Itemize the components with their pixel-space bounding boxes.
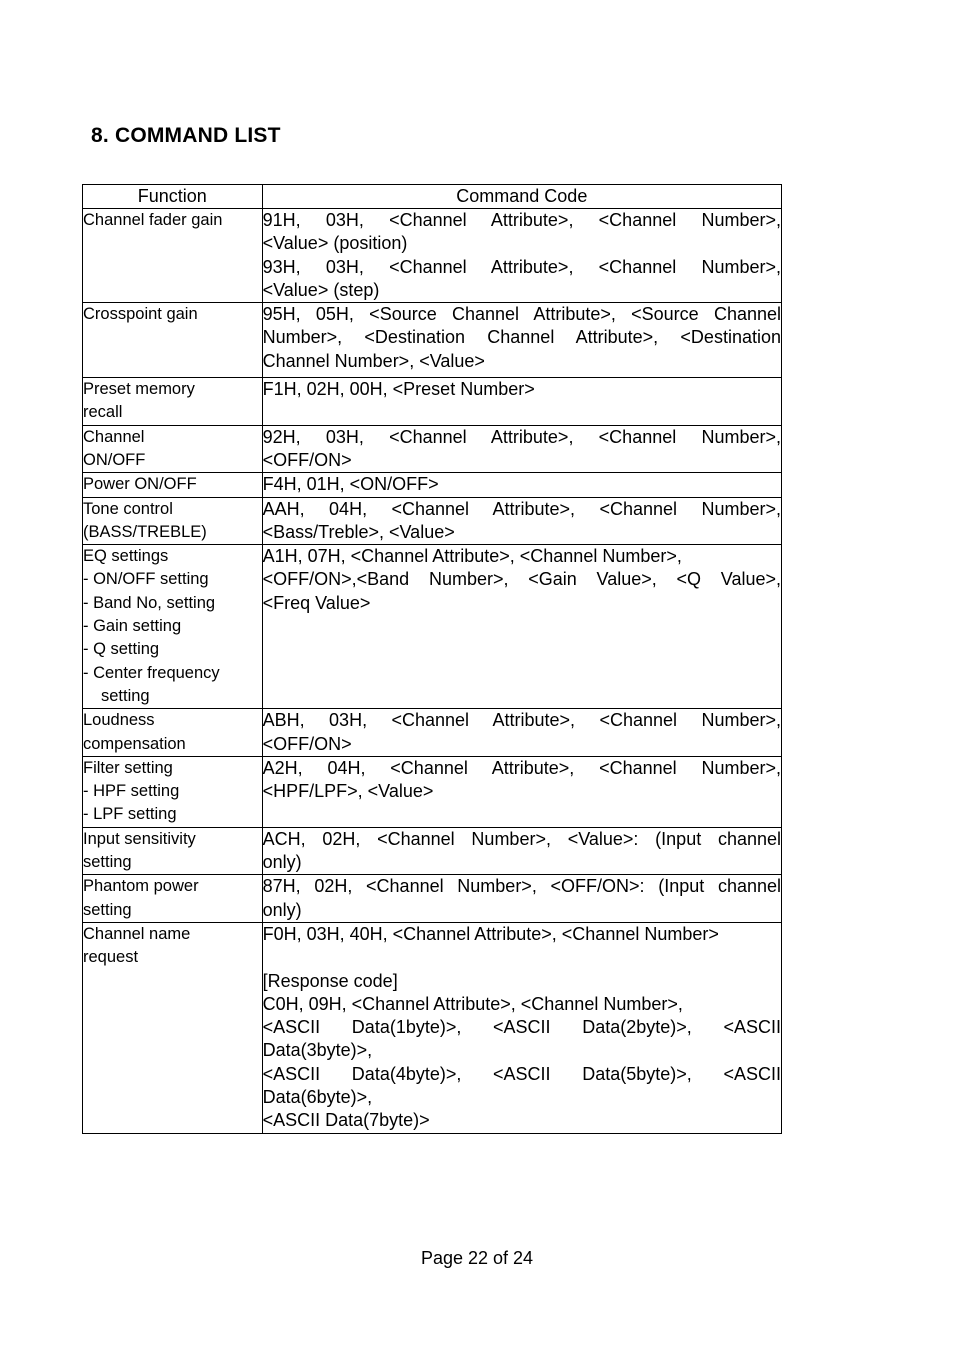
table-row (83, 425, 782, 473)
function-cell (83, 425, 263, 473)
function-text: compensation (83, 734, 186, 753)
table-row (83, 209, 782, 303)
command-code-line: only) (262, 899, 302, 920)
function-cell (83, 303, 263, 378)
function-text: EQ settings (83, 547, 169, 566)
command-code-cell (262, 473, 781, 497)
command-code-line: AAH, 04H, <Channel Attribute>, <Channel Number>, (262, 498, 781, 519)
header-function: Function (83, 185, 263, 209)
command-code-line: <HPF/LPF>, <Value> (262, 781, 434, 802)
command-code-line: Number>, <Destination Channel Attribute>, <Destination (262, 327, 781, 348)
function-text: - ON/OFF setting (83, 570, 209, 589)
table-row (83, 545, 782, 709)
table-row (83, 378, 782, 426)
command-code-cell (262, 756, 781, 827)
command-table (82, 184, 782, 1134)
command-code-line: <Value> (step) (262, 279, 380, 300)
command-code-line: ABH, 03H, <Channel Attribute>, <Channel Number>, (262, 710, 781, 731)
function-text: - Band No, setting (83, 593, 216, 612)
table-header-row (83, 185, 782, 209)
function-text: Channel fader gain (83, 211, 223, 229)
function-text: Tone control (83, 499, 173, 518)
command-code-line: <Value> (position) (262, 233, 408, 254)
function-cell (83, 922, 263, 1133)
function-cell (83, 827, 263, 875)
command-code-cell (262, 378, 781, 426)
command-code-line: ACH, 02H, <Channel Number>, <Value>: (Input channel (262, 828, 781, 849)
command-code-line: 91H, 03H, <Channel Attribute>, <Channel Number>, (262, 210, 781, 230)
command-code-line: 87H, 02H, <Channel Number>, <OFF/ON>: (Input channel (262, 876, 781, 897)
command-code-cell (262, 209, 781, 303)
function-text: ON/OFF (83, 450, 146, 469)
function-text: Loudness (83, 711, 155, 730)
command-code-cell (262, 922, 781, 1133)
command-code-line: <ASCII Data(1byte)>, <ASCII Data(2byte)>, <ASCII (262, 1017, 781, 1038)
function-cell (83, 756, 263, 827)
command-code-cell (262, 545, 781, 709)
command-code-cell (262, 497, 781, 545)
command-code-line: Data(6byte)>, (262, 1086, 373, 1107)
command-code-line: only) (262, 852, 302, 873)
command-code-line: <ASCII Data(4byte)>, <ASCII Data(5byte)>, <ASCII (262, 1063, 781, 1084)
table-row (83, 709, 782, 757)
function-text: - HPF setting (83, 782, 180, 801)
function-cell (83, 209, 263, 303)
command-code-line: F4H, 01H, <ON/OFF> (262, 474, 439, 495)
command-code-line: <OFF/ON>,<Band Number>, <Gain Value>, <Q Value>, (262, 569, 781, 590)
function-text: Crosspoint gain (83, 305, 198, 324)
command-code-line: A1H, 07H, <Channel Attribute>, <Channel Number>, (262, 546, 682, 567)
command-code-line: <ASCII Data(7byte)> (262, 1110, 430, 1131)
command-code-line: <OFF/ON> (262, 449, 352, 470)
command-code-line: <OFF/ON> (262, 733, 352, 754)
command-code-line: 95H, 05H, <Source Channel Attribute>, <Source Channel (262, 304, 781, 325)
function-text: setting (101, 686, 150, 705)
function-cell (83, 497, 263, 545)
command-code-line: 93H, 03H, <Channel Attribute>, <Channel Number>, (262, 256, 781, 277)
function-text: - Q setting (83, 640, 160, 659)
command-code-line: C0H, 09H, <Channel Attribute>, <Channel Number>, (262, 993, 683, 1014)
table-row (83, 875, 782, 923)
header-command-code: Command Code (262, 185, 781, 209)
function-cell (83, 378, 263, 426)
command-code-line: 92H, 03H, <Channel Attribute>, <Channel Number>, (262, 426, 781, 447)
function-text: Filter setting (83, 758, 173, 777)
blank-line (263, 946, 781, 969)
command-code-cell (262, 827, 781, 875)
page-number: Page 22 of 24 (420, 1248, 534, 1268)
function-text: Preset memory (83, 380, 195, 399)
function-text: Power ON/OFF (83, 475, 197, 494)
function-text: - LPF setting (83, 805, 177, 824)
function-text: setting (83, 853, 132, 872)
table-row (83, 756, 782, 827)
command-code-line: [Response code] (262, 970, 398, 991)
function-text: (BASS/TREBLE) (83, 522, 207, 541)
command-code-cell (262, 303, 781, 378)
table-row (83, 497, 782, 545)
function-text: Channel (83, 427, 145, 446)
function-cell (83, 709, 263, 757)
function-cell (83, 875, 263, 923)
table-row (83, 473, 782, 497)
command-code-cell (262, 425, 781, 473)
function-text: - Center frequency (83, 663, 220, 682)
command-code-line: Channel Number>, <Value> (262, 350, 485, 371)
command-code-line: <Bass/Treble>, <Value> (262, 521, 455, 542)
function-cell (83, 545, 263, 709)
command-code-line: F0H, 03H, 40H, <Channel Attribute>, <Channel Number> (262, 923, 719, 944)
function-text: recall (83, 403, 123, 422)
command-code-line: A2H, 04H, <Channel Attribute>, <Channel Number>, (262, 757, 781, 778)
command-code-line: Data(3byte)>, (262, 1040, 373, 1061)
section-title: 8. COMMAND LIST (91, 124, 281, 147)
table-row (83, 303, 782, 378)
command-code-line: F1H, 02H, 00H, <Preset Number> (262, 379, 535, 400)
table-row (83, 827, 782, 875)
function-text: setting (83, 900, 132, 919)
function-cell (83, 473, 263, 497)
command-code-line: <Freq Value> (262, 592, 371, 613)
function-text: - Gain setting (83, 617, 182, 636)
table-row (83, 922, 782, 1133)
function-text: request (83, 948, 139, 967)
command-code-cell (262, 709, 781, 757)
function-text: Phantom power (83, 877, 199, 896)
command-code-cell (262, 875, 781, 923)
function-text: Input sensitivity (83, 829, 196, 848)
function-text: Channel name (83, 924, 191, 943)
